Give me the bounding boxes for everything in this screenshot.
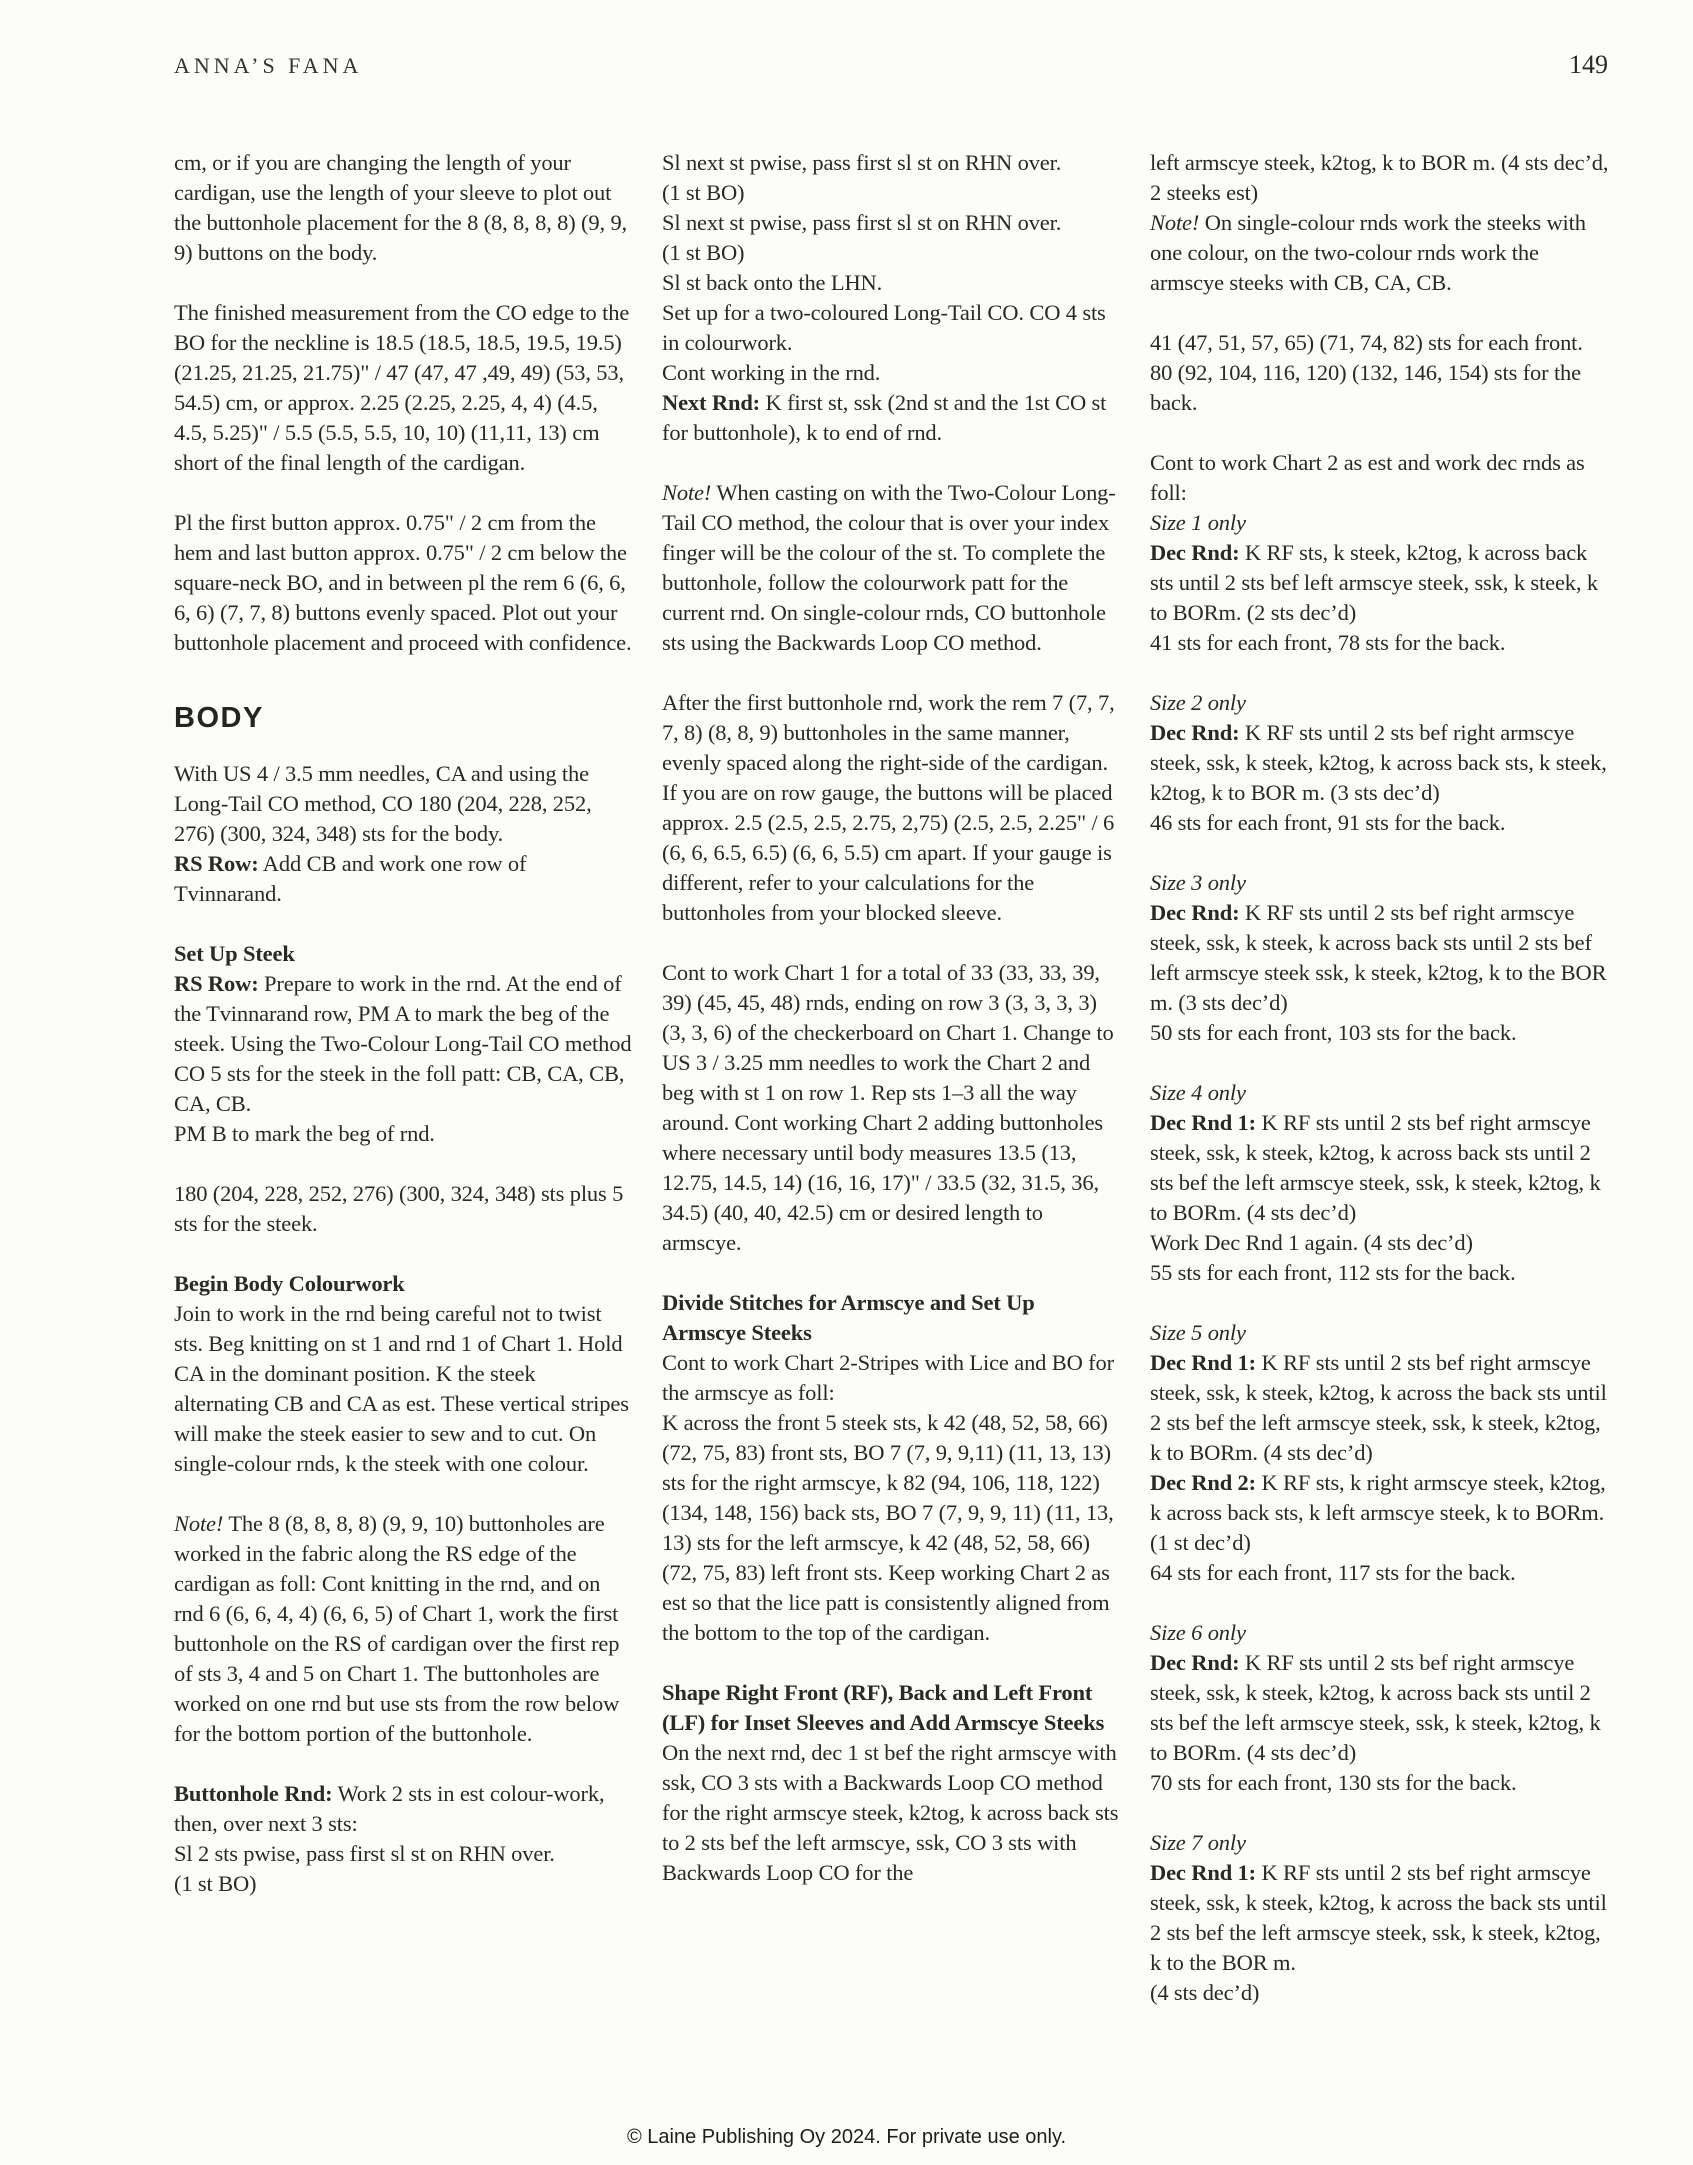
running-header-title: ANNA’S FANA [174,53,363,78]
copyright-text: © Laine Publishing Oy 2024. For private use only. [626,2126,1067,2148]
text-run: K RF sts until 2 sts bef right armscye steek, ssk, k steek, k2tog, k across back sts, k steek, k2tog, k to BOR m. (3 sts dec’d) [1150,720,1607,805]
text-run: Buttonhole Rnd: [174,1781,333,1806]
paragraph [1150,868,1610,1048]
text-run: cm, or if you are changing the length of your cardigan, use the length of your sleeve to plot out the buttonhole placement for the 8 (8, 8, 8, 8) (9, 9, 9) buttons on the body. [174,150,628,265]
text-run: Dec Rnd: [1150,900,1240,925]
paragraph [1150,328,1610,418]
text-run: 46 sts for each front, 91 sts for the back. [1150,810,1506,835]
text-run: Set Up Steek [174,941,295,966]
text-run: Sl next st pwise, pass first sl st on RHN over. [662,150,1062,175]
text-run: Divide Stitches for Armscye and Set Up Armscye Steeks [662,1290,1035,1345]
text-run: Add CB and work one row of Tvinnarand. [174,851,527,906]
text-run: Join to work in the rnd being careful not to twist sts. Beg knitting on st 1 and rnd 1 of Chart 1. Hold CA in the dominant position. K the steek alternating CB and CA as est. These vertical stripes will make the steek easier to sew and to cut. On single-colour rnds, k the steek with one colour. [174,1301,629,1476]
text-run: K RF sts until 2 sts bef right armscye steek, ssk, k steek, k2tog, k across the back sts until 2 sts bef the left armscye steek, ssk, k steek, k2tog, k to BORm. (4 sts dec’d) [1150,1350,1607,1465]
text-run: K RF sts, k steek, k2tog, k across back sts until 2 sts bef left armscye steek, ssk, k steek, k to BORm. (2 sts dec’d) [1150,540,1598,625]
text-run: Size 2 only [1150,690,1246,715]
paragraph [174,939,634,1149]
text-run: Dec Rnd: [1150,1650,1240,1675]
text-run: K RF sts until 2 sts bef right armscye steek, ssk, k steek, k2tog, k across the back sts until 2 sts bef the left armscye steek, ssk, k steek, k2tog, k to the BOR m. [1150,1860,1607,1975]
text-run: RS Row: [174,971,259,996]
paragraph [662,1288,1122,1648]
text-run: Dec Rnd 1: [1150,1860,1256,1885]
column-1 [174,148,634,2038]
paragraph [174,1779,634,1899]
paragraph [662,478,1122,658]
text-run: On the next rnd, dec 1 st bef the right armscye with ssk, CO 3 sts with a Backwards Loop CO method for the right armscye steek, k2tog, k across back sts to 2 sts bef the left armscye, ssk, CO 3 sts with Backwards Loop CO for the [662,1740,1119,1885]
text-run: Size 7 only [1150,1830,1246,1855]
text-run: (1 st BO) [662,240,745,265]
text-run: 55 sts for each front, 112 sts for the back. [1150,1260,1516,1285]
text-run: After the first buttonhole rnd, work the rem 7 (7, 7, 7, 8) (8, 8, 9) buttonholes in the same manner, evenly spaced along the right-side of the cardigan. If you are on row gauge, the buttons will be placed approx. 2.5 (2.5, 2.5, 2.75, 2,75) (2.5, 2.5, 2.25" / 6 (6, 6, 6.5, 6.5) (6, 6, 5.5) cm apart. If your gauge is different, refer to your calculations for the buttonholes from your blocked sleeve. [662,690,1115,925]
paragraph [174,759,634,909]
text-run: RS Row: [174,851,259,876]
text-run: K RF sts until 2 sts bef right armscye steek, ssk, k steek, k across back sts until 2 sts bef left armscye steek ssk, k steek, k2tog, k to the BOR m. (3 sts dec’d) [1150,900,1607,1015]
text-run: Cont to work Chart 2-Stripes with Lice and BO for the armscye as foll: [662,1350,1114,1405]
text-run: The finished measurement from the CO edge to the BO for the neckline is 18.5 (18.5, 18.5, 19.5, 19.5) (21.25, 21.25, 21.75)" / 47 (47, 47 ,49, 49) (53, 53, 54.5) cm, or approx. 2.25 (2.25, 2.25, 4, 4) (4.5, 4.5, 5.25)" / 5.5 (5.5, 5.5, 10, 10) (11,11, 13) cm short of the final length of the cardigan. [174,300,630,475]
text-run: 64 sts for each front, 117 sts for the back. [1150,1560,1516,1585]
text-run: K RF sts until 2 sts bef right armscye steek, ssk, k steek, k2tog, k across back sts until 2 sts bef the left armscye steek, ssk, k steek, k2tog, k to BORm. (4 sts dec’d) [1150,1650,1601,1765]
paragraph [662,1678,1122,1888]
page-footer [0,2126,1693,2149]
text-run: Begin Body Colourwork [174,1271,405,1296]
text-run: Dec Rnd 1: [1150,1350,1256,1375]
text-run: Size 5 only [1150,1320,1246,1345]
text-run: Cont working in the rnd. [662,360,881,385]
text-run: Prepare to work in the rnd. At the end of the Tvinnarand row, PM A to mark the beg of the steek. Using the Two-Colour Long-Tail CO method CO 5 sts for the steek in the foll patt: CB, CA, CB, CA, CB. [174,971,632,1116]
text-run: Sl next st pwise, pass first sl st on RHN over. [662,210,1062,235]
text-run: K first st, ssk (2nd st and the 1st CO st for buttonhole), k to end of rnd. [662,390,1107,445]
paragraph [1150,1318,1610,1588]
text-run: PM B to mark the beg of rnd. [174,1121,435,1146]
text-run: 50 sts for each front, 103 sts for the back. [1150,1020,1517,1045]
text-run: On single-colour rnds work the steeks with one colour, on the two-colour rnds work the armscye steeks with CB, CA, CB. [1150,210,1586,295]
content-columns [174,148,1610,2038]
text-run: When casting on with the Two-Colour Long-Tail CO method, the colour that is over your index finger will be the colour of the st. To complete the buttonhole, follow the colourwork patt for the current rnd. On single-colour rnds, CO buttonhole sts using the Backwards Loop CO method. [662,480,1116,655]
column-2 [662,148,1122,2038]
text-run: Cont to work Chart 2 as est and work dec rnds as foll: [1150,450,1585,505]
text-run: The 8 (8, 8, 8, 8) (9, 9, 10) buttonholes are worked in the fabric along the RS edge of the cardigan as foll: Cont knitting in the rnd, and on rnd 6 (6, 6, 4, 4) (6, 6, 5) of Chart 1, work the first buttonhole on the RS of cardigan over the first rep of sts 3, 4 and 5 on Chart 1. The buttonholes are worked on one rnd but use sts from the row below for the bottom portion of the buttonhole. [174,1511,620,1746]
text-run: With US 4 / 3.5 mm needles, CA and using the Long-Tail CO method, CO 180 (204, 228, 252, 276) (300, 324, 348) sts for the body. [174,761,592,846]
paragraph [662,958,1122,1258]
page-header [174,50,1608,80]
text-run: Dec Rnd 2: [1150,1470,1256,1495]
paragraph [174,148,634,268]
paragraph [174,1179,634,1239]
text-run: Size 4 only [1150,1080,1246,1105]
text-run: Size 1 only [1150,510,1246,535]
text-run: (1 st BO) [174,1871,257,1896]
text-run: 41 sts for each front, 78 sts for the back. [1150,630,1506,655]
text-run: Size 6 only [1150,1620,1246,1645]
text-run: Dec Rnd: [1150,720,1240,745]
text-run: Note! [662,480,712,505]
text-run: 41 (47, 51, 57, 65) (71, 74, 82) sts for each front. 80 (92, 104, 116, 120) (132, 146, 154) sts for the back. [1150,330,1583,415]
text-run: Size 3 only [1150,870,1246,895]
text-run: Cont to work Chart 1 for a total of 33 (33, 33, 39, 39) (45, 45, 48) rnds, ending on row 3 (3, 3, 3, 3) (3, 3, 6) of the checkerboard on Chart 1. Change to US 3 / 3.25 mm needles to work the Chart 2 and beg with st 1 on row 1. Rep sts 1–3 all the way around. Cont working Chart 2 adding buttonholes where necessary until body measures 13.5 (13, 12.75, 14.5, 14) (16, 16, 17)" / 33.5 (32, 31.5, 36, 34.5) (40, 40, 42.5) cm or desired length to armscye. [662,960,1114,1255]
paragraph [1150,688,1610,838]
paragraph [1150,1618,1610,1798]
paragraph [174,1509,634,1749]
text-run: left armscye steek, k2tog, k to BOR m. (4 sts dec’d, 2 steeks est) [1150,150,1609,205]
text-run: 70 sts for each front, 130 sts for the back. [1150,1770,1517,1795]
text-run: Set up for a two-coloured Long-Tail CO. CO 4 sts in colourwork. [662,300,1106,355]
text-run: K RF sts, k right armscye steek, k2tog, k across back sts, k left armscye steek, k to BORm. (1 st dec’d) [1150,1470,1606,1555]
text-run: K RF sts until 2 sts bef right armscye steek, ssk, k steek, k2tog, k across back sts until 2 sts bef the left armscye steek, ssk, k steek, k2tog, k to BORm. (4 sts dec’d) [1150,1110,1601,1225]
text-run: BODY [174,702,264,734]
text-run: Dec Rnd 1: [1150,1110,1256,1135]
paragraph [1150,148,1610,298]
paragraph [1150,448,1610,658]
paragraph [662,148,1122,448]
paragraph [1150,1078,1610,1288]
text-run: Note! [1150,210,1200,235]
text-run: Work Dec Rnd 1 again. (4 sts dec’d) [1150,1230,1473,1255]
text-run: Work 2 sts in est colour-work, then, over next 3 sts: [174,1781,605,1836]
text-run: (1 st BO) [662,180,745,205]
paragraph [1150,1828,1610,2008]
paragraph [174,298,634,478]
paragraph [662,688,1122,928]
text-run: Shape Right Front (RF), Back and Left Front (LF) for Inset Sleeves and Add Armscye Steeks [662,1680,1105,1735]
text-run: Dec Rnd: [1150,540,1240,565]
text-run: Note! [174,1511,224,1536]
paragraph [174,508,634,658]
text-run: (4 sts dec’d) [1150,1980,1260,2005]
section-heading [174,702,634,735]
text-run: 180 (204, 228, 252, 276) (300, 324, 348) sts plus 5 sts for the steek. [174,1181,624,1236]
page-number: 149 [1569,50,1608,79]
text-run: Sl 2 sts pwise, pass first sl st on RHN over. [174,1841,555,1866]
column-3 [1150,148,1610,2038]
text-run: Next Rnd: [662,390,761,415]
text-run: Sl st back onto the LHN. [662,270,883,295]
text-run: Pl the first button approx. 0.75" / 2 cm from the hem and last button approx. 0.75" / 2 cm below the square-neck BO, and in between pl the rem 6 (6, 6, 6, 6) (7, 7, 8) buttons evenly spaced. Plot out your buttonhole placement and proceed with confidence. [174,510,632,655]
text-run: K across the front 5 steek sts, k 42 (48, 52, 58, 66) (72, 75, 83) front sts, BO 7 (7, 9, 9,11) (11, 13, 13) sts for the right armscye, k 82 (94, 106, 118, 122) (134, 148, 156) back sts, BO 7 (7, 9, 9, 11) (11, 13, 13) sts for the left armscye, k 42 (48, 52, 58, 66) (72, 75, 83) left front sts. Keep working Chart 2 as est so that the lice patt is consistently aligned from the bottom to the top of the cardigan. [662,1410,1114,1645]
paragraph [174,1269,634,1479]
